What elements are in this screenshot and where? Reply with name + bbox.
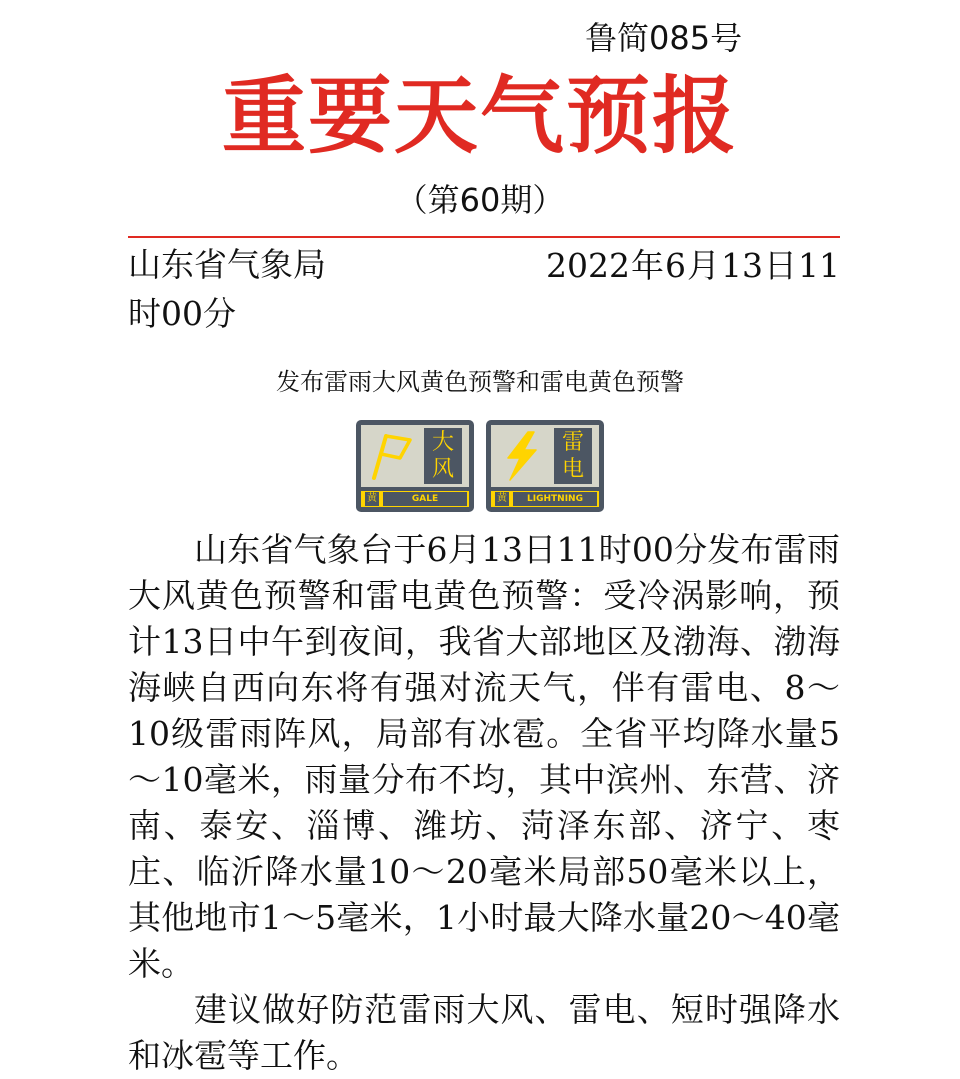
lightning-level-label: 黄: [497, 493, 507, 504]
body-text: [128, 527, 840, 1079]
gale-english-label: GALE: [383, 492, 467, 506]
notice-title: 发布雷雨大风黄色预警和雷电黄色预警: [276, 368, 684, 396]
gale-level-label: 黄: [367, 493, 377, 504]
issue-number: （第60期）: [395, 181, 565, 219]
gale-warning-signal: [356, 420, 474, 512]
agency-name: 山东省气象局: [128, 245, 326, 284]
lightning-bolt-icon: [494, 428, 548, 484]
header-rule: [128, 236, 840, 238]
gale-flag-icon: [364, 428, 418, 484]
document-number: 鲁简085号: [585, 19, 743, 57]
lightning-warning-signal: [486, 420, 604, 512]
body-paragraph-advice: 建议做好防范雷雨大风、雷电、短时强降水和冰雹等工作。: [128, 990, 840, 1075]
warning-signals: [356, 420, 606, 512]
document-title: 重要天气预报: [221, 67, 738, 165]
lightning-english-label: LIGHTNING: [513, 492, 597, 506]
gale-signal-text: 大 风: [424, 428, 462, 484]
lightning-signal-text: 雷 电: [554, 428, 592, 484]
issue-datetime: 2022年6月13日11时00分: [128, 246, 840, 333]
body-paragraph-forecast: 山东省气象台于6月13日11时00分发布雷雨大风黄色预警和雷电黄色预警：受冷涡影响，预计13日中午到夜间，我省大部地区及渤海、渤海海峡自西向东将有强对流天气，伴有雷电、8～10级雷雨阵风，局部有冰雹。全省平均降水量5～10毫米，雨量分布不均，其中滨州、东营、济南、泰安、淄博、潍坊、菏泽东部、济宁、枣庄、临沂降水量10～20毫米局部50毫米以上，其他地市1～5毫米，1小时最大降水量20～40毫米。: [128, 530, 840, 983]
